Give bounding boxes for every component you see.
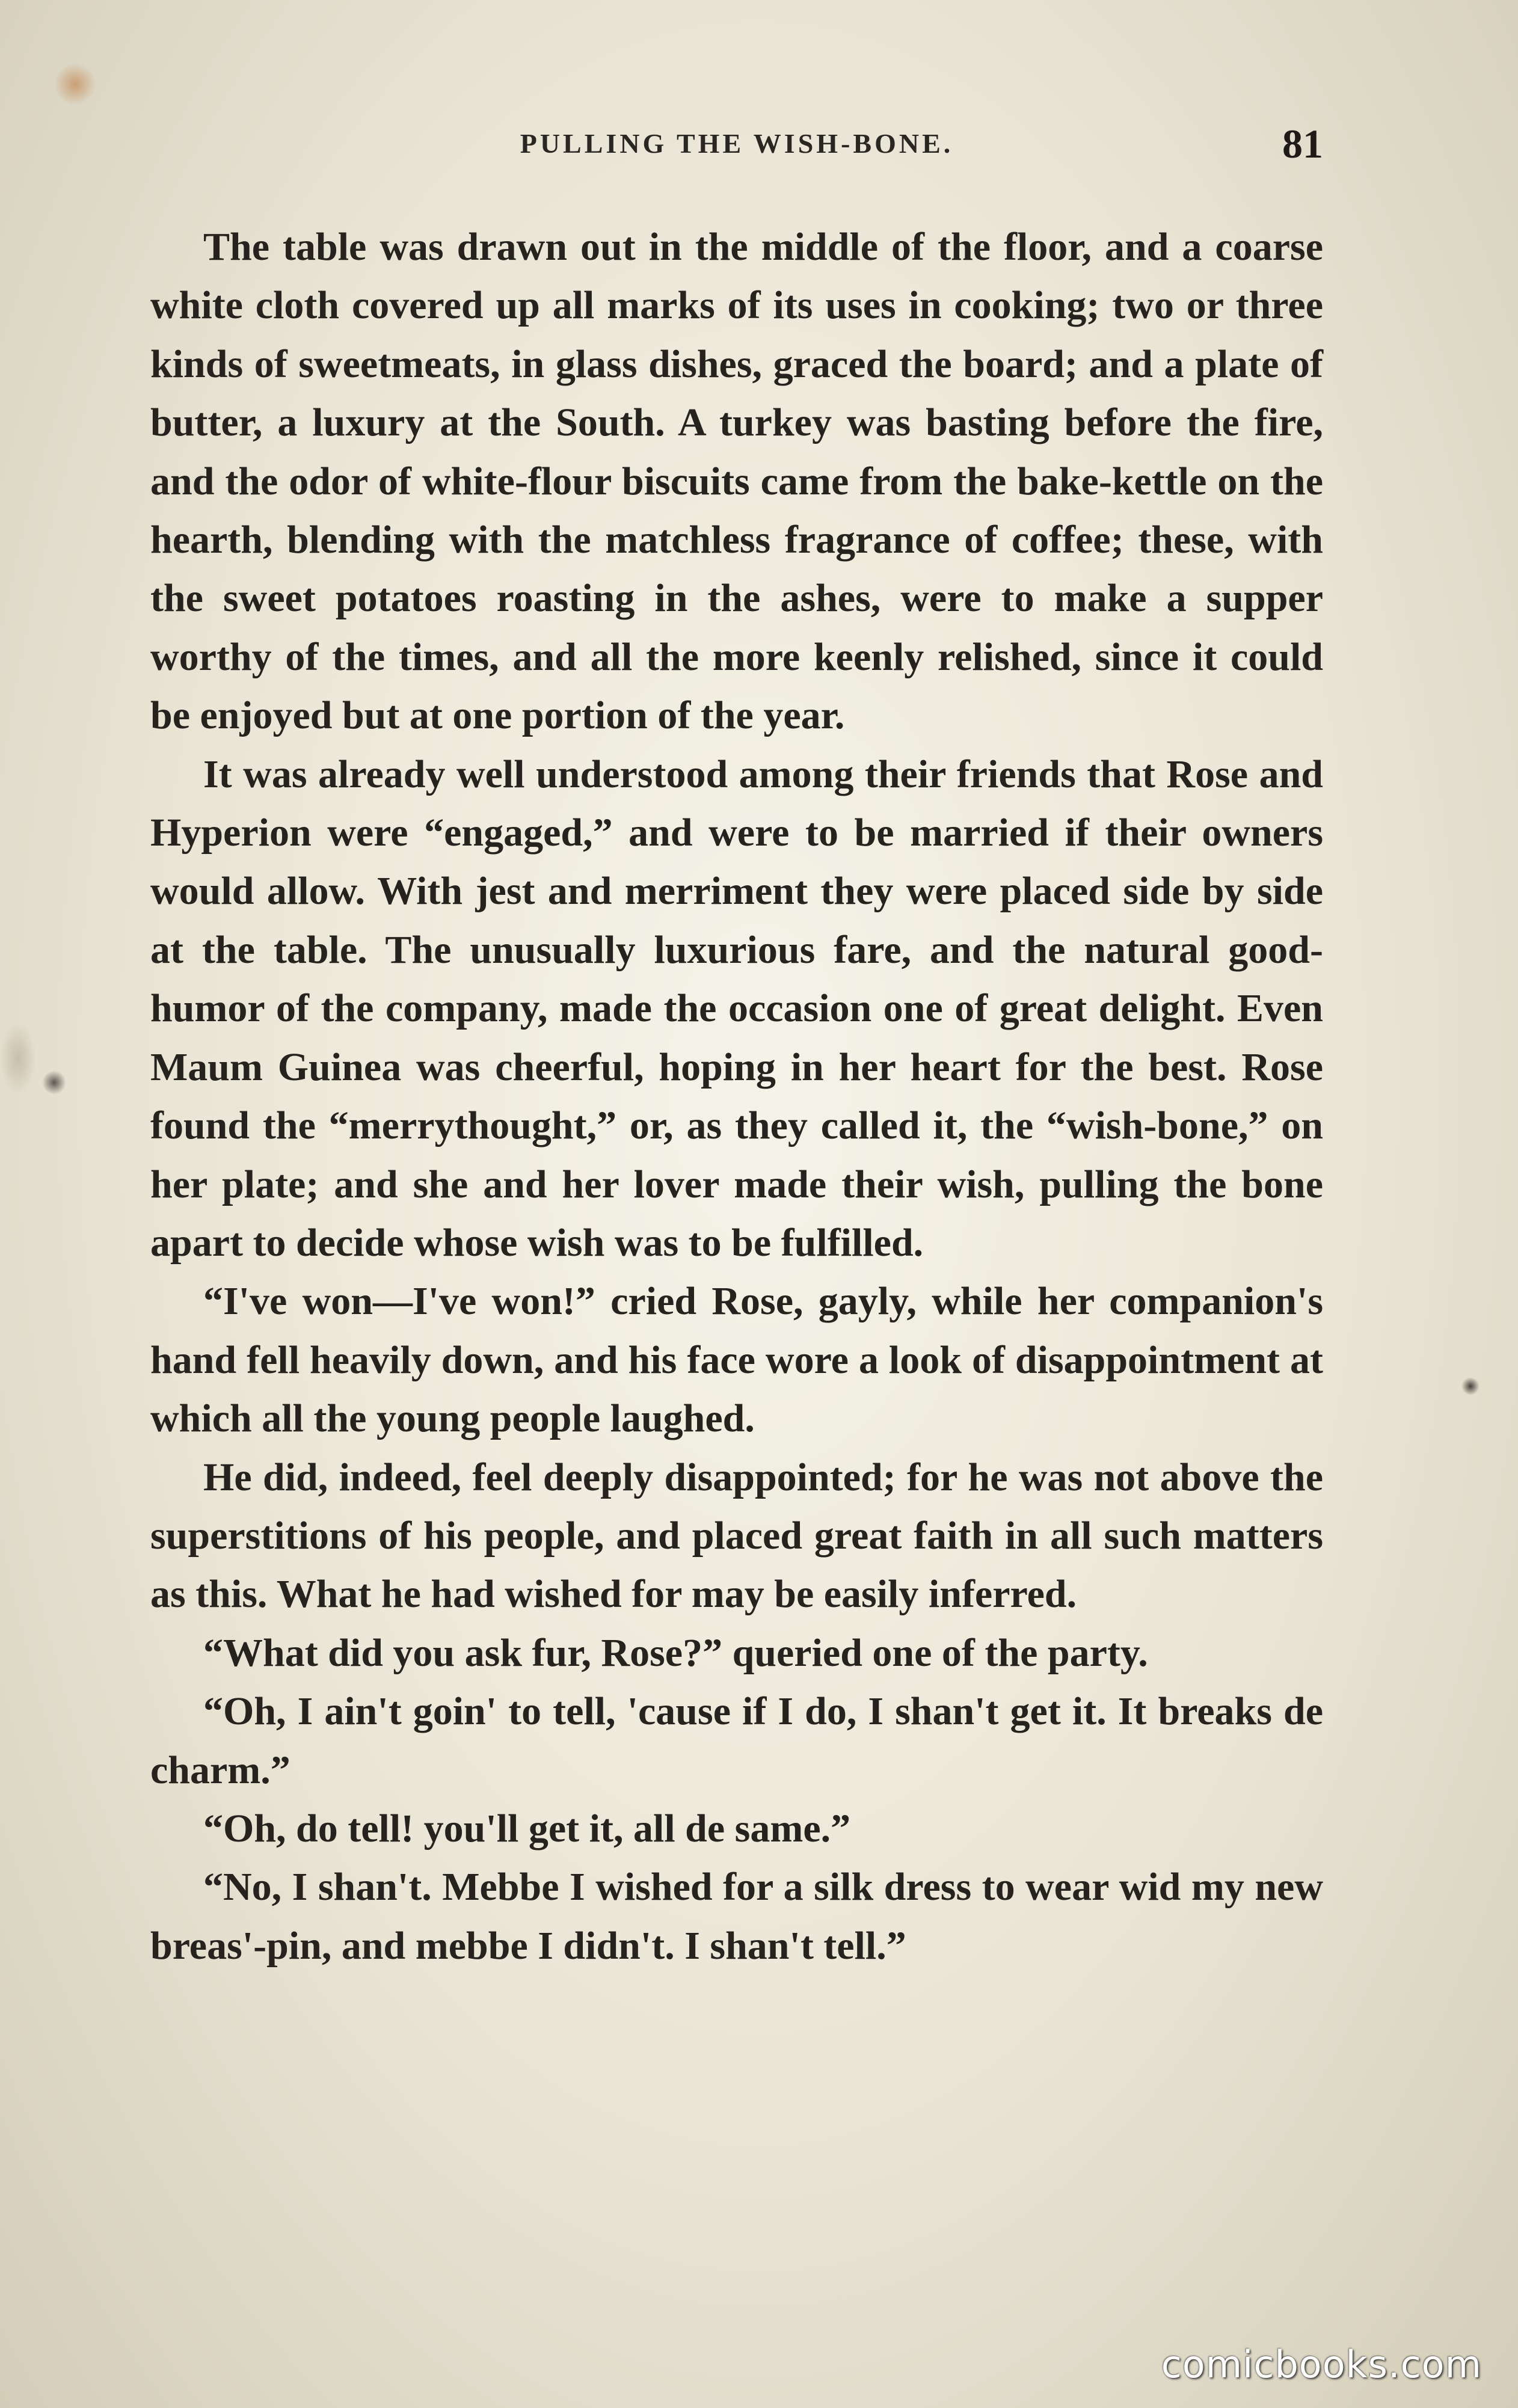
paragraph: “I've won—I've won!” cried Rose, gayly, while her companion's hand fell heavily down, and his face wore a look of disappointment at which all the young people laughed. bbox=[150, 1279, 1323, 1441]
paragraph: It was already well understood among their friends that Rose and Hyperion were “engaged,” and were to be married if their owners would allow. With jest and merriment they were placed side by side at the table. The unusually luxurious fare, and the natural good-humor of the company, made the occasion one of great delight. Even Maum Guinea was cheerful, hoping in her heart for the best. Rose found the “merrythought,” or, as they called it, the “wish-bone,” on her plate; and she and her lover made their wish, pulling the bone apart to decide whose wish was to be fulfilled. bbox=[150, 752, 1323, 1265]
paragraph: The table was drawn out in the middle of the floor, and a coarse white cloth covered up all marks of its uses in cooking; two or three kinds of sweetmeats, in glass dishes, graced the board; and a plate of butter, a luxury at the South. A turkey was basting before the fire, and the odor of white-flour biscuits came from the bake-kettle on the hearth, blending with the matchless fragrance of coffee; these, with the sweet potatoes roasting in the ashes, were to make a supper worthy of the times, and all the more keenly relished, since it could be enjoyed but at one portion of the year. bbox=[150, 225, 1323, 738]
dialogue-line: “What did you ask fur, Rose?” queried one of the party. bbox=[203, 1630, 1148, 1675]
dialogue-line: “Oh, I ain't goin' to tell, 'cause if I do, I shan't get it. It breaks de charm.” bbox=[150, 1689, 1323, 1792]
running-header bbox=[150, 120, 1323, 174]
dialogue-line: “No, I shan't. Mebbe I wished for a silk dress to wear wid my new breas'-pin, and mebbe I didn't. I shan't tell.” bbox=[150, 1865, 1323, 1968]
edge-discoloration bbox=[0, 1022, 36, 1095]
dialogue-line: “Oh, do tell! you'll get it, all de same.” bbox=[203, 1806, 851, 1851]
ink-spot bbox=[1461, 1377, 1480, 1395]
watermark: comicbooks.com bbox=[1161, 2342, 1482, 2386]
body-text bbox=[150, 218, 1323, 1975]
page-number: 81 bbox=[1282, 121, 1323, 167]
ink-spot bbox=[42, 1070, 66, 1095]
age-stain bbox=[54, 63, 96, 105]
paragraph: He did, indeed, feel deeply disappointed; for he was not above the superstitions of his people, and placed great faith in all such matters as this. What he had wished for may be easily inferred. bbox=[150, 1455, 1323, 1617]
running-title: PULLING THE WISH-BONE. bbox=[520, 128, 954, 159]
